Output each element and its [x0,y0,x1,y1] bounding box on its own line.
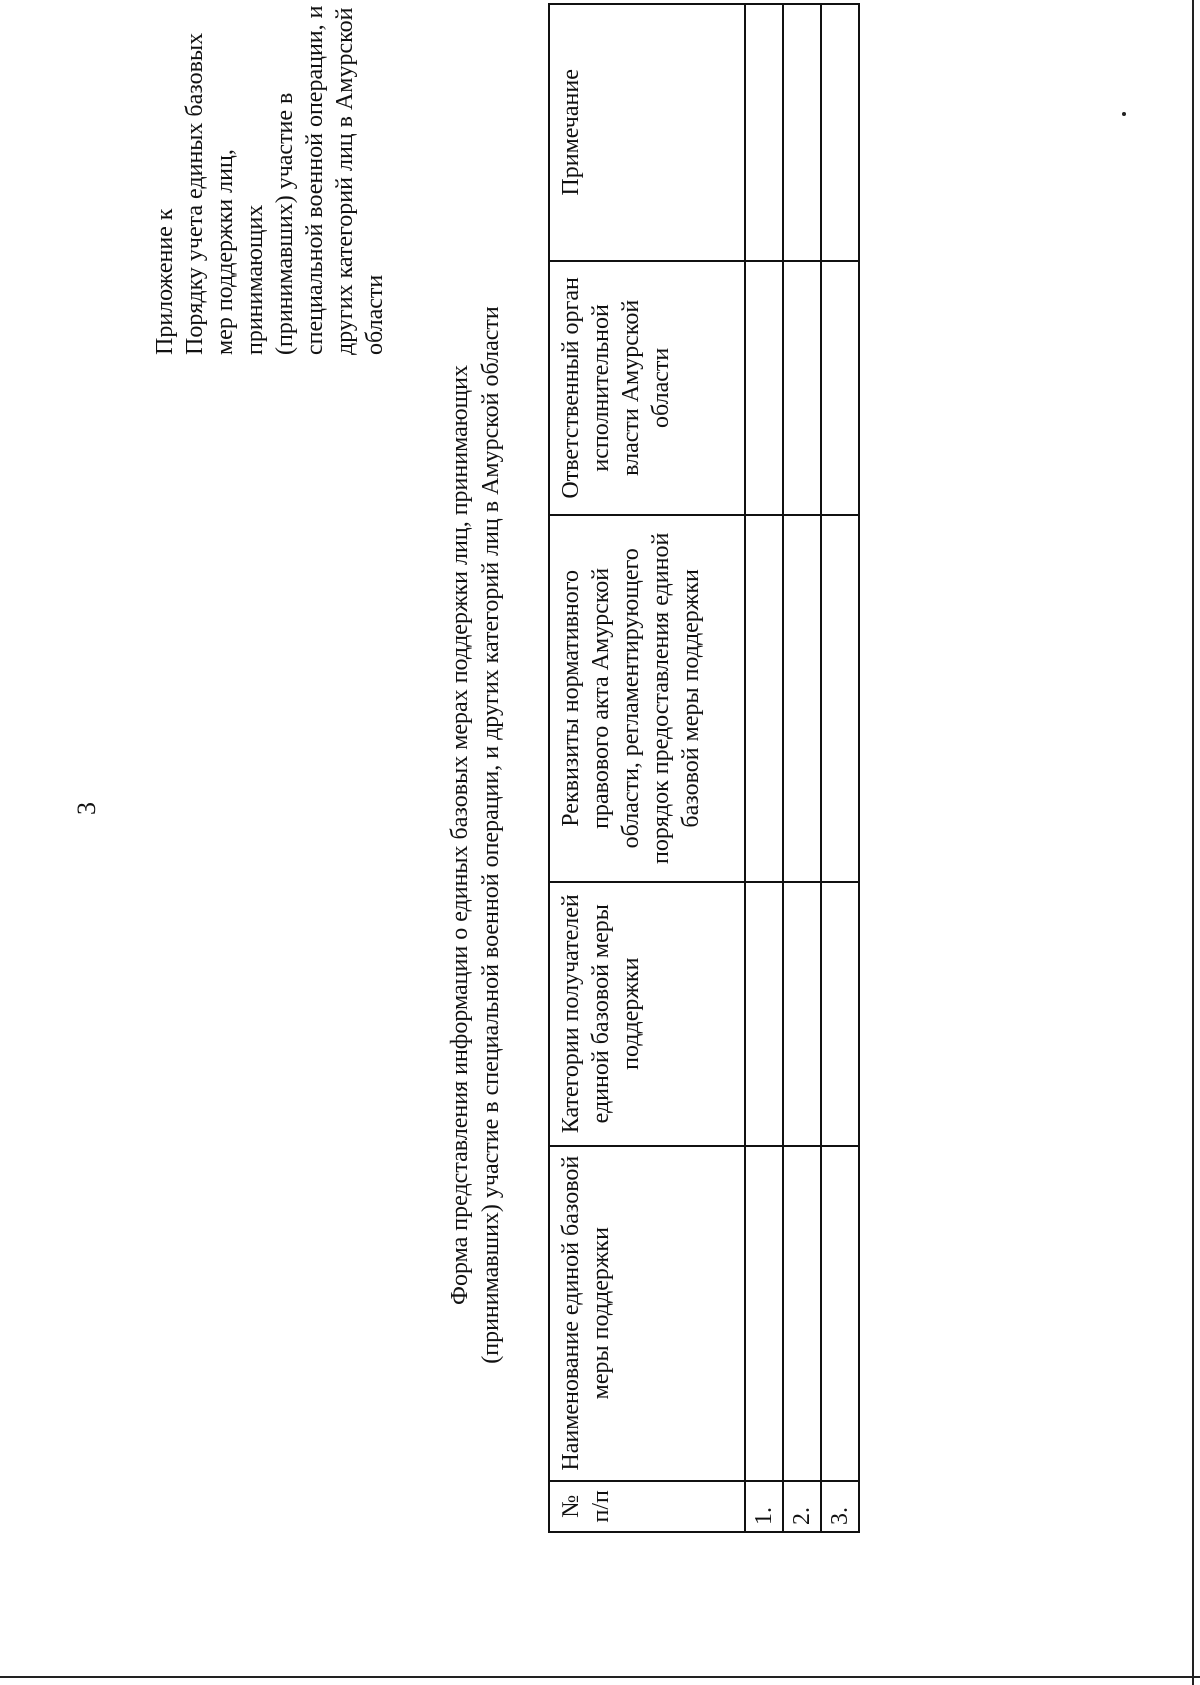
cell-note [745,4,783,261]
support-measures-table [548,3,860,1533]
header-note: Примечание [549,4,745,261]
table-row [821,4,859,1532]
cell-note [783,4,821,261]
cell-recipient-categories [783,882,821,1146]
header-measure-name: Наименование единой базовой меры поддержки [549,1146,745,1481]
table-header-row [549,4,745,1532]
cell-measure-name [783,1146,821,1481]
cell-legal-act [783,515,821,882]
appendix-reference: Приложение к Порядку учета единых базовых мер поддержки лиц, принимающих (принимавших) участие в специальной военной операции, и других категорий лиц в Амурской области [152,5,388,355]
cell-measure-name [821,1146,859,1481]
cell-legal-act [745,515,783,882]
cell-recipient-categories [745,882,783,1146]
row-number: 1. [745,1481,783,1532]
table-row [745,4,783,1532]
row-number: 3. [821,1481,859,1532]
header-responsible-body: Ответственный орган исполнительной власти Амурской области [549,261,745,515]
cell-recipient-categories [821,882,859,1146]
header-recipient-categories: Категории получателей единой базовой меры поддержки [549,882,745,1146]
cell-measure-name [745,1146,783,1481]
form-title: Форма представления информации о единых базовых мерах поддержки лиц, принимающих (принимавших) участие в специальной военной операции, и других категорий лиц в Амурской области [447,306,504,1364]
cell-note [821,4,859,261]
cell-responsible-body [745,261,783,515]
cell-responsible-body [783,261,821,515]
cell-responsible-body [821,261,859,515]
cell-legal-act [821,515,859,882]
page-number: 3 [72,802,101,815]
header-number: № п/п [549,1481,745,1532]
header-legal-act: Реквизиты нормативного правового акта Амурской области, регламентирующего порядок предоставления единой базовой меры поддержки [549,515,745,882]
row-number: 2. [783,1481,821,1532]
table-row [783,4,821,1532]
